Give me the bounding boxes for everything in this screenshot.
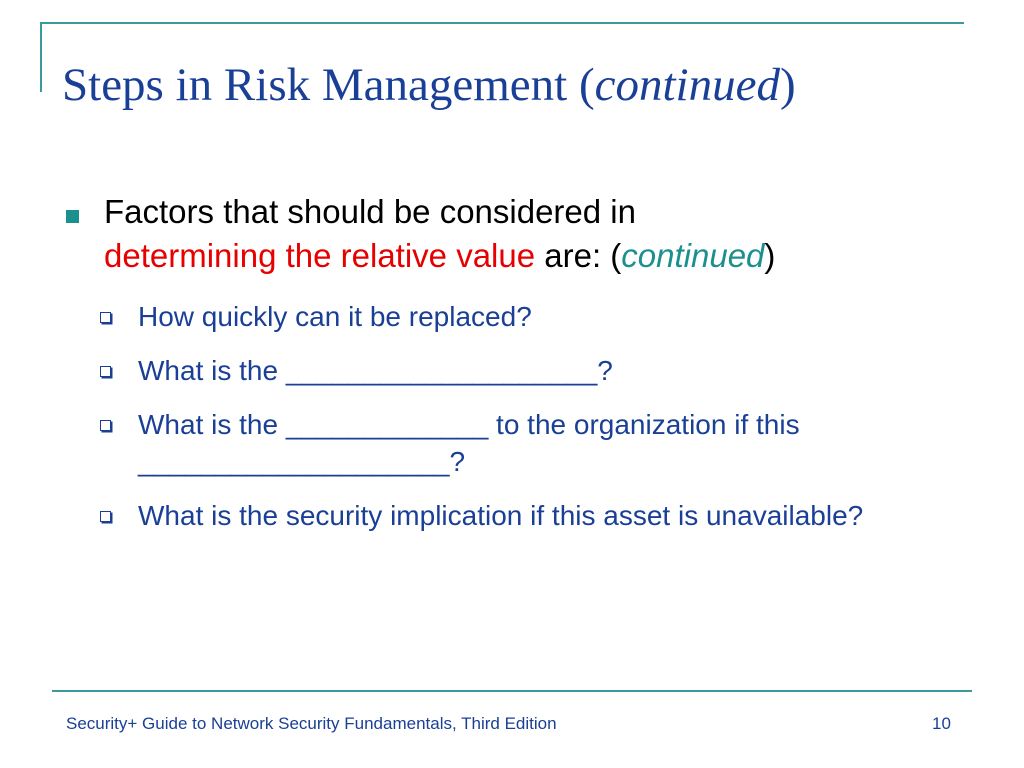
hollow-square-bullet-icon	[100, 312, 111, 323]
sub-item-text: What is the ____________________?	[138, 355, 613, 386]
list-item	[100, 352, 1000, 389]
main-bullet-lead: Factors that should be considered in	[104, 193, 636, 230]
hollow-square-bullet-icon	[100, 366, 111, 377]
list-item	[100, 406, 1000, 480]
square-bullet-icon	[66, 210, 79, 223]
hollow-square-bullet-icon	[100, 420, 111, 431]
sub-item-text: How quickly can it be replaced?	[138, 301, 532, 332]
list-item	[100, 298, 1000, 335]
title-main: Steps in Risk Management (	[62, 59, 595, 111]
title-continued: continued	[594, 59, 780, 111]
page-number: 10	[932, 714, 951, 733]
top-rule-line	[40, 22, 964, 24]
main-bullet-text	[104, 190, 1004, 278]
sub-item-text: What is the security implication if this asset is unavailable?	[138, 500, 864, 531]
main-bullet-highlight: determining the relative value	[104, 237, 536, 274]
hollow-square-bullet-icon	[100, 511, 111, 522]
slide-title	[62, 58, 796, 112]
main-bullet-continued: continued	[621, 237, 765, 274]
main-bullet-after: are: (	[535, 237, 622, 274]
main-bullet-close: )	[764, 237, 776, 274]
sub-bullet-list	[100, 298, 1000, 551]
sub-item-text: What is the _____________ to the organization if this ____________________?	[138, 409, 800, 477]
footer-rule-line	[52, 690, 972, 692]
title-close-paren: )	[779, 59, 796, 111]
list-item	[100, 497, 1000, 534]
left-rule-line	[40, 22, 42, 92]
footer-text: Security+ Guide to Network Security Fundamentals, Third Edition	[66, 714, 557, 733]
